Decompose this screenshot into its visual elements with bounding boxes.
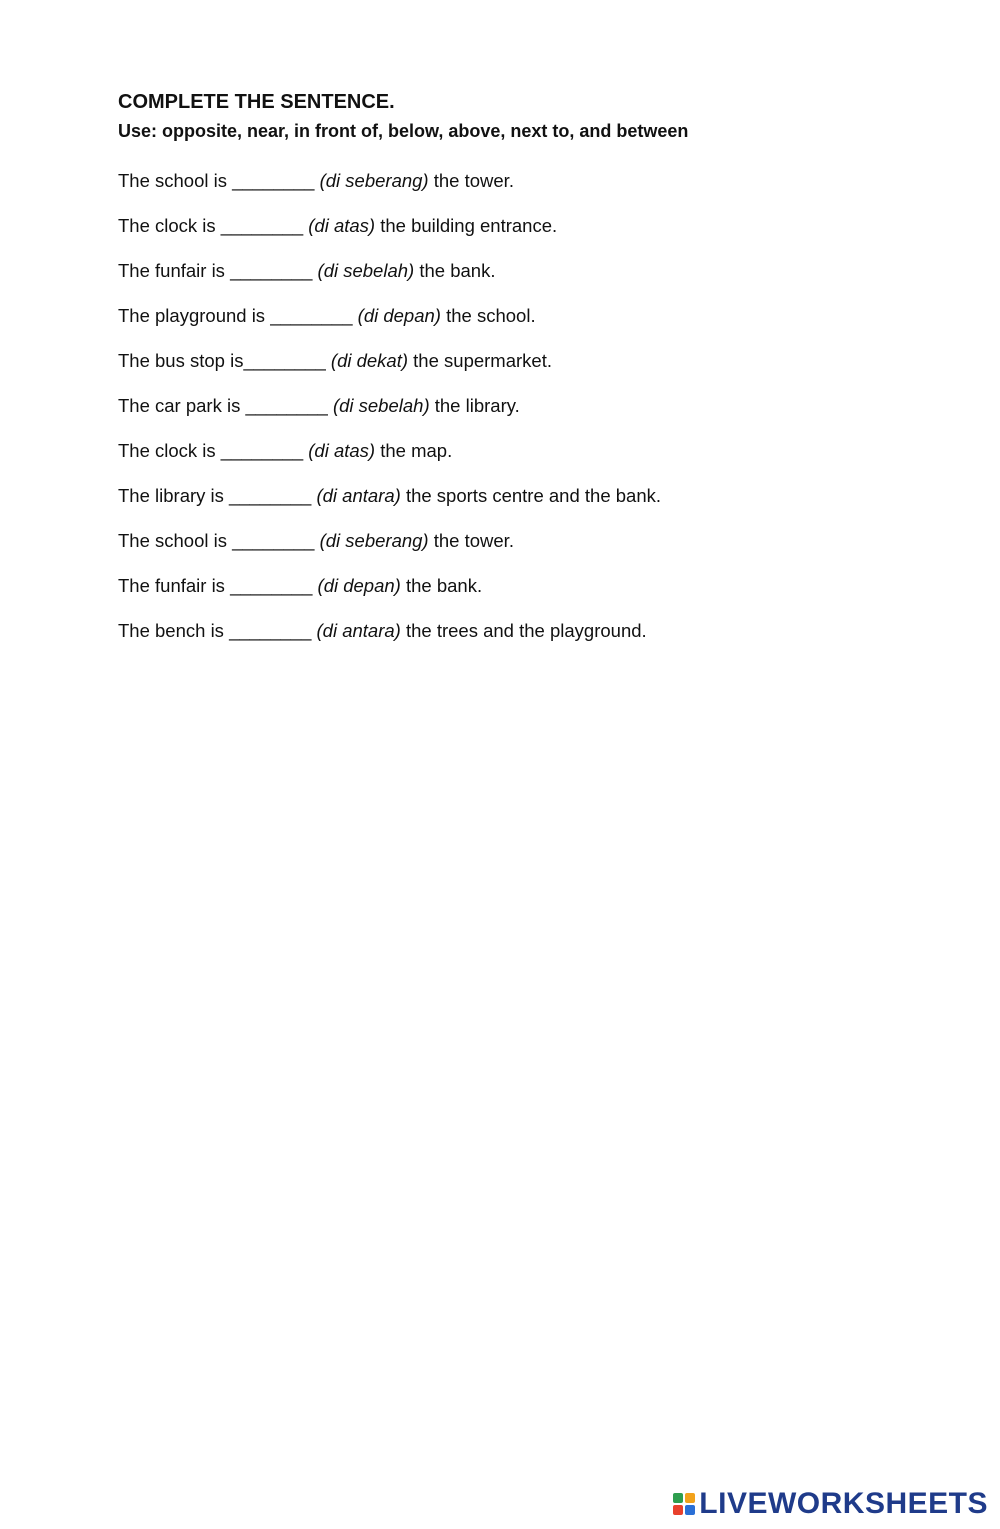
sentence-hint: (di atas)	[308, 440, 376, 461]
liveworksheets-logo-icon	[673, 1493, 695, 1515]
logo-square-2	[685, 1493, 695, 1503]
sentence-9: The school is ________ (di seberang) the tower.	[118, 530, 514, 551]
logo-square-1	[673, 1493, 683, 1503]
sentence-hint: (di antara)	[316, 485, 401, 506]
sentence-2: The clock is ________ (di atas) the building entrance.	[118, 215, 558, 236]
sentence-7: The clock is ________ (di atas) the map.	[118, 440, 453, 461]
word-bank-instructions: Use: opposite, near, in front of, below, above, next to, and between	[118, 121, 689, 141]
sentence-hint: (di antara)	[316, 620, 401, 641]
sentence-4: The playground is ________ (di depan) the school.	[118, 305, 536, 326]
sentence-3: The funfair is ________ (di sebelah) the bank.	[118, 260, 496, 281]
sentence-10: The funfair is ________ (di depan) the bank.	[118, 575, 483, 596]
sentence-hint: (di atas)	[308, 215, 376, 236]
logo-square-4	[685, 1505, 695, 1515]
sentence-11: The bench is ________ (di antara) the trees and the playground.	[118, 620, 647, 641]
worksheet	[118, 88, 938, 653]
sentence-1: The school is ________ (di seberang) the tower.	[118, 170, 514, 191]
sentence-8: The library is ________ (di antara) the sports centre and the bank.	[118, 485, 662, 506]
logo-text: LIVEWORKSHEETS	[699, 1487, 988, 1520]
sentence-5: The bus stop is________ (di dekat) the supermarket.	[118, 350, 552, 371]
sentence-hint: (di dekat)	[330, 350, 409, 371]
sentence-hint: (di sebelah)	[332, 395, 430, 416]
sentence-hint: (di depan)	[357, 305, 441, 326]
logo-square-3	[673, 1505, 683, 1515]
sentence-hint: (di seberang)	[319, 530, 429, 551]
worksheet-title: COMPLETE THE SENTENCE.	[118, 91, 395, 113]
sentence-list	[118, 158, 938, 653]
sentence-6: The car park is ________ (di sebelah) the library.	[118, 395, 520, 416]
sentence-hint: (di seberang)	[319, 170, 429, 191]
sentence-hint: (di sebelah)	[317, 260, 415, 281]
sentence-hint: (di depan)	[317, 575, 401, 596]
liveworksheets-logo	[673, 1487, 988, 1521]
